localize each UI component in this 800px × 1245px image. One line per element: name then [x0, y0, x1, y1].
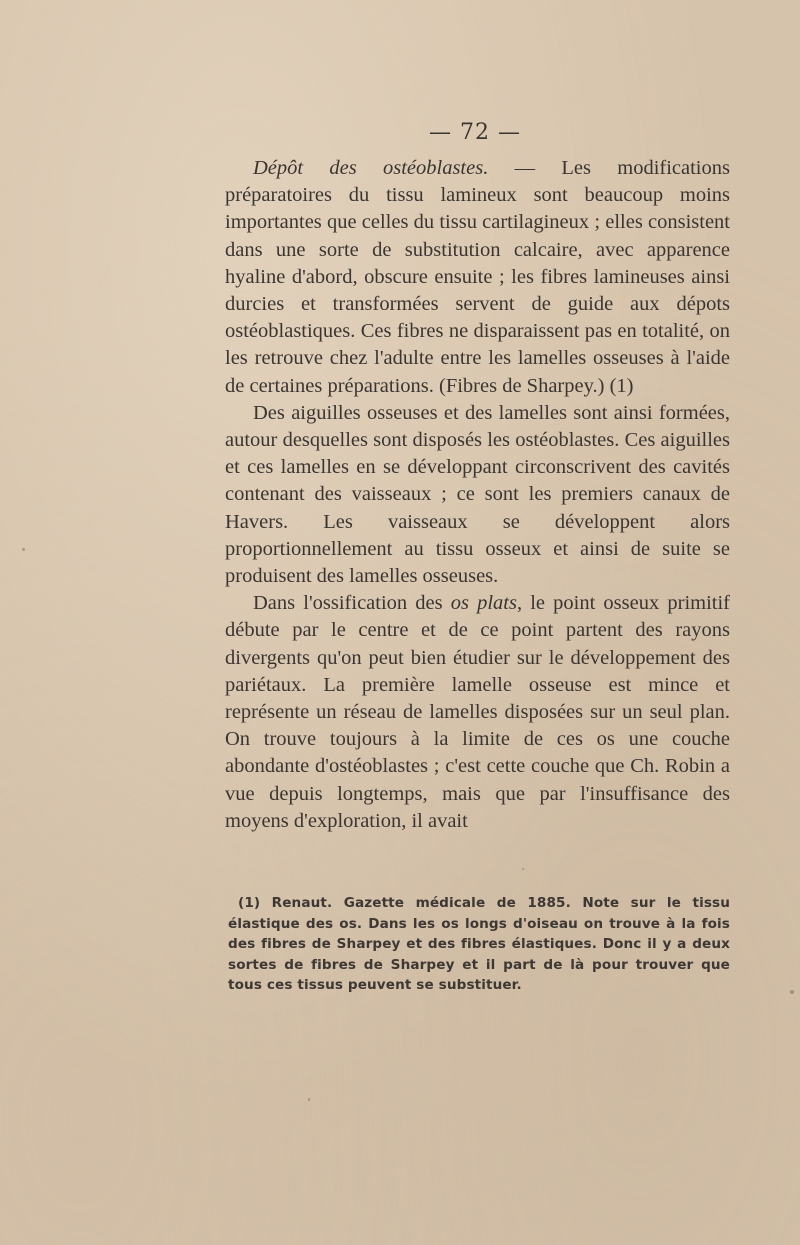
paragraph-text: , le point osseux primitif débute par le centre et de ce point partent des rayons divergents qu'on peut bien étudier sur le développement des pariétaux. La première lamelle osseuse est mince et représente un réseau de lamelles disposées sur un seul plan. On trouve toujours à la limite de ces os une couche abondante d'ostéoblastes ; c'est cette couche que Ch. Robin a vue depuis longtemps, mais que par l'insuffisance des moyens d'exploration, il avait	[225, 592, 730, 832]
section-heading: Dépôt des ostéoblastes.	[253, 157, 489, 179]
paragraph-depot-osteoblastes	[225, 155, 730, 400]
footnote-text: (1) Renaut. Gazette médicale de 1885. Note sur le tissu élastique des os. Dans les os longs d'oiseau on trouve à la fois des fibres de Sharpey et des fibres élastiques. Donc il y a deux sortes de fibres de Sharpey et il part de là pour trouver que tous ces tissus peuvent se substituer.	[228, 895, 730, 994]
paragraph-text: Dans l'ossification des	[253, 592, 451, 615]
paragraph-text: — Les modifications préparatoires du tissu lamineux sont beaucoup moins importantes que celles du tissu cartilagineux ; elles consistent dans une sorte de substitution calcaire, avec apparence hyaline d'abord, obscure ensuite ; les fibres lamineuses ainsi durcies et transformées servent de guide aux dépots ostéoblastiques. Ces fibres ne disparaissent pas en totalité, on les retrouve chez l'adulte entre les lamelles osseuses à l'aide de certaines préparations. (Fibres de Sharpey.) (1)	[225, 157, 730, 397]
body-text	[225, 155, 730, 835]
italic-term: os plats	[450, 592, 517, 615]
paper-speck	[790, 990, 794, 994]
paragraph-aiguilles-osseuses	[225, 400, 730, 590]
paper-speck	[308, 1098, 310, 1101]
paragraph-text: Des aiguilles osseuses et des lamelles sont ainsi formées, autour desquelles sont disposés les ostéoblastes. Ces aiguilles et ces lamelles en se développant circonscrivent des cavités contenant des vaisseaux ; ce sont les premiers canaux de Havers. Les vaisseaux se développent alors proportionnellement au tissu osseux et ainsi de suite se produisent des lamelles osseuses.	[225, 401, 730, 588]
paper-speck	[522, 868, 524, 870]
paragraph-os-plats	[225, 590, 730, 835]
paper-speck	[22, 548, 25, 551]
footnote	[228, 893, 730, 996]
page-number: — 72 —	[429, 120, 521, 145]
